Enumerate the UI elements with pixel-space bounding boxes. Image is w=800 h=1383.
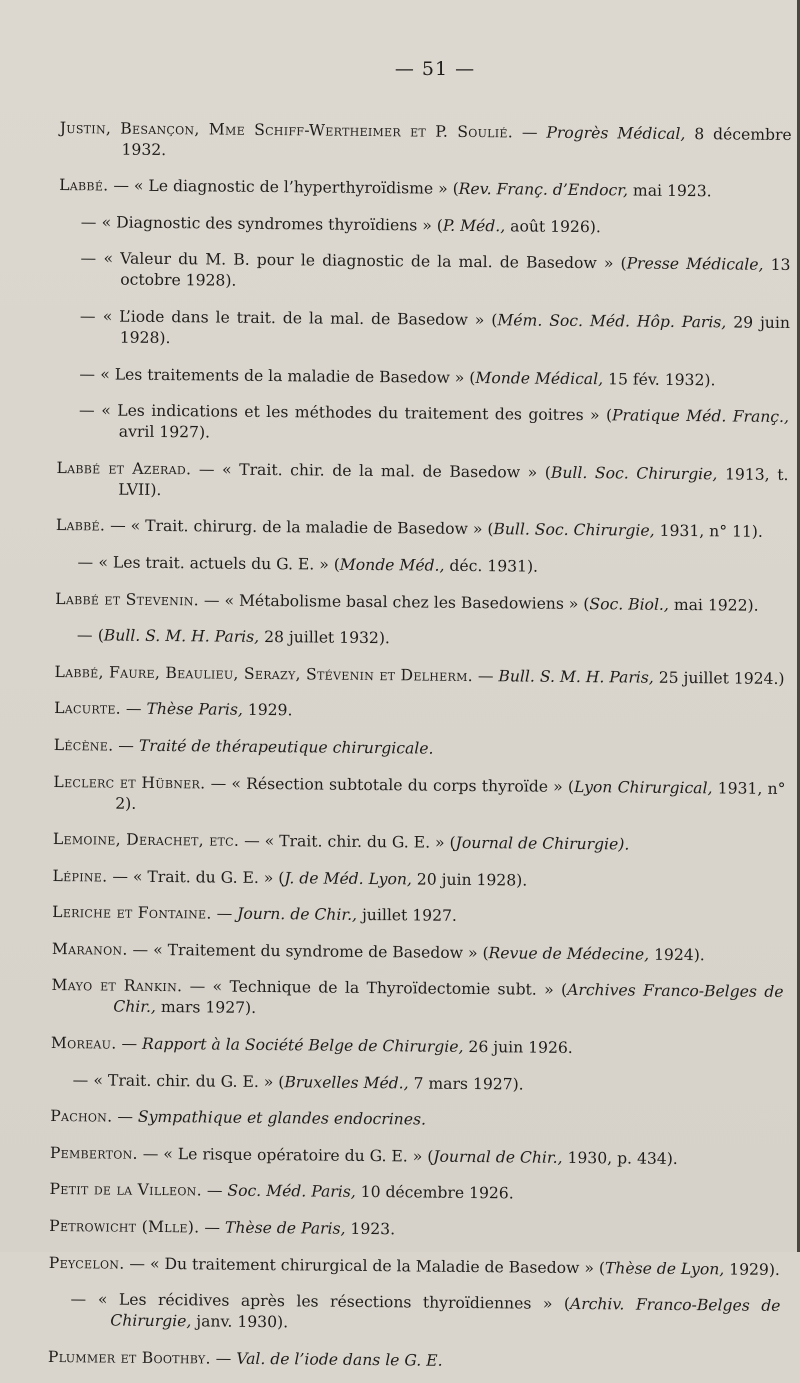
entry-details: 20 juin 1928).: [412, 870, 528, 889]
entry-source: Rev. Franç. d’Endocr,: [459, 180, 628, 200]
entry-details: janv. 1930).: [191, 1313, 288, 1332]
bibliography-entry: [48, 1347, 780, 1375]
entry-title: —: [513, 123, 547, 141]
entry-author: —: [81, 213, 97, 231]
entry-details: 1923.: [345, 1220, 395, 1238]
entry-source: Thèse de Lyon,: [605, 1259, 724, 1278]
entry-author: Labbé et Stevenin.: [55, 590, 199, 609]
entry-title: — « Technique de la Thyroïdectomie subt. » (: [182, 978, 567, 1000]
entry-details: 1913, t. LVII).: [118, 465, 788, 499]
entry-source: Thèse Paris,: [146, 700, 243, 719]
entry-details: 1931, n° 2).: [115, 779, 785, 812]
entry-author: Leclerc et Hübner.: [53, 772, 205, 791]
bibliography-entry: [51, 975, 783, 1024]
entry-author: Leriche et Fontaine.: [52, 903, 212, 923]
entry-title: —: [116, 1035, 142, 1053]
bibliography-entry: [52, 866, 784, 894]
entry-source: Thèse de Paris,: [225, 1219, 346, 1238]
entry-title: — « Résection subtotale du corps thyroïde » (: [205, 774, 574, 796]
bibliography-entry: [59, 212, 791, 240]
bibliography-entry: [59, 118, 791, 167]
entry-source: Sympathique et glandes endocrines.: [138, 1108, 426, 1129]
entry-author: Petrowicht (Mlle).: [49, 1217, 199, 1236]
entry-author: Labbé.: [56, 516, 105, 534]
bibliography-entry: [57, 400, 789, 449]
entry-details: 1931, n° 11).: [655, 522, 763, 541]
entry-source: Bull. Soc. Chirurgie,: [551, 463, 718, 483]
entry-title: « Les trait. actuels du G. E. » (: [93, 553, 340, 573]
entry-title: — « Traitement du syndrome de Basedow » (: [128, 941, 489, 962]
entry-details: 29 juin 1928).: [120, 313, 790, 347]
bibliography-entry: [54, 662, 786, 690]
entry-title: — « Le diagnostic de l’hyperthyroïdisme » (: [108, 177, 458, 198]
entry-author: Lacurte.: [54, 699, 121, 718]
entry-source: Lyon Chirurgical,: [574, 777, 713, 796]
entry-title: — « Trait. chirurg. de la maladie de Basedow » (: [105, 517, 493, 539]
entry-details: juillet 1927.: [357, 906, 457, 925]
entry-author: Lépine.: [52, 867, 107, 886]
bibliography-entry: [53, 829, 785, 857]
entry-author: —: [80, 307, 96, 325]
entry-title: — « Trait. chir. de la mal. de Basedow » (: [191, 460, 551, 481]
entry-source: Bull. S. M. H. Paris,: [104, 627, 259, 646]
entry-source: J. de Méd. Lyon,: [284, 869, 412, 888]
entry-title: « L’iode dans le trait. de la mal. de Basedow » (: [96, 307, 498, 329]
entry-title: —: [212, 905, 238, 923]
entry-details: 28 juillet 1932).: [259, 628, 390, 647]
entry-source: Bruxelles Méd.,: [284, 1073, 408, 1092]
entry-author: Lécène.: [54, 736, 114, 755]
entry-details: 1929).: [724, 1260, 780, 1279]
entry-author: —: [77, 553, 93, 571]
entry-details: 1930, p. 434).: [562, 1149, 677, 1168]
entry-title: « Valeur du M. B. pour le diagnostic de la mal. de Basedow » (: [96, 250, 626, 273]
entry-author: —: [80, 250, 96, 268]
entry-details: mars 1927).: [156, 998, 256, 1017]
entry-author: —: [70, 1290, 86, 1308]
entry-details: déc. 1931).: [444, 557, 538, 576]
entry-source: Soc. Méd. Paris,: [227, 1182, 355, 1201]
entry-title: —: [121, 700, 147, 718]
entry-author: Pemberton.: [50, 1144, 138, 1163]
entry-source: Traité de thérapeutique chirurgicale.: [139, 737, 434, 758]
bibliography-entry: [55, 589, 787, 617]
entry-author: Labbé et Azerad.: [56, 459, 191, 478]
bibliography-entry: [55, 552, 787, 580]
entry-title: — « Trait. chir. du G. E. » (: [239, 832, 456, 852]
entry-title: —: [473, 667, 499, 685]
entry-source: Archiv. Franco-Belges de Chirurgie,: [110, 1295, 780, 1330]
entry-details: mai 1923.: [628, 182, 712, 201]
bibliography-entry: [54, 698, 786, 726]
entry-details: avril 1927).: [119, 423, 210, 442]
entry-details: 13 octobre 1928).: [120, 256, 790, 290]
entry-source: Pratique Méd. Franç.,: [612, 406, 789, 426]
entry-source: Monde Médical,: [475, 369, 603, 388]
bibliography-entry: [51, 1033, 783, 1061]
entry-author: Moreau.: [51, 1034, 117, 1053]
entry-author: Plummer et Boothby.: [48, 1348, 211, 1368]
page-number: — 51 —: [0, 58, 800, 80]
entry-source: Journal de Chir.,: [433, 1147, 562, 1166]
entry-details: 10 décembre 1926.: [356, 1183, 514, 1203]
entry-author: Lemoine, Derachet, etc.: [53, 830, 239, 850]
entry-source: P. Méd.,: [443, 216, 506, 235]
entry-author: Petit de la Villeon.: [49, 1180, 202, 1199]
entry-details: mai 1922).: [669, 595, 759, 614]
entry-author: Pachon.: [50, 1107, 112, 1126]
entry-source: Presse Médicale,: [627, 255, 764, 274]
entry-title: — « Métabolisme basal chez les Basedowiens » (: [199, 591, 590, 613]
entry-title: —: [199, 1218, 225, 1236]
bibliography-entry: [50, 1106, 782, 1134]
entry-source: Soc. Biol.,: [589, 595, 669, 614]
entry-title: —: [112, 1108, 138, 1126]
entry-title: —: [113, 736, 139, 754]
entry-author: —: [77, 626, 93, 644]
entry-title: « Les récidives après les résections thyroïdiennes » (: [86, 1291, 570, 1314]
bibliography-entry: [58, 248, 790, 297]
bibliography-entry: [49, 1216, 781, 1244]
entry-title: « Diagnostic des syndromes thyroïdiens » (: [97, 213, 443, 234]
bibliography-entry: [48, 1289, 780, 1338]
entry-details: 25 juillet 1924.): [654, 668, 785, 687]
entry-source: Journal de Chirurgie).: [456, 834, 630, 854]
bibliography-entry: [53, 771, 785, 820]
bibliography-entry: [59, 175, 791, 203]
entry-title: « Trait. chir. du G. E. » (: [88, 1071, 284, 1091]
bibliography-entry: [52, 939, 784, 967]
entry-source: Revue de Médecine,: [488, 944, 649, 964]
entry-title: « Les traitements de la maladie de Basedow » (: [95, 365, 475, 387]
entry-details: 8 décembre 1932.: [121, 125, 791, 159]
entry-title: « Les indications et les méthodes du traitement des goitres » (: [95, 402, 612, 425]
entry-author: Labbé, Faure, Beaulieu, Serazy, Stévenin et Delherm.: [54, 663, 473, 685]
bibliography-entry: [58, 306, 790, 355]
bibliography-entry: [54, 735, 786, 763]
entry-details: 1929.: [243, 701, 293, 719]
bibliography-entry: [56, 458, 788, 507]
entry-source: Bull. Soc. Chirurgie,: [493, 521, 654, 541]
entry-title: — « Trait. du G. E. » (: [107, 867, 284, 887]
entry-source: Monde Méd.,: [340, 556, 445, 575]
entry-source: Progrès Médical,: [546, 123, 685, 142]
bibliography-entry: [50, 1143, 782, 1171]
entry-details: 26 juin 1926.: [463, 1038, 572, 1057]
entry-author: —: [73, 1071, 89, 1089]
entry-author: —: [79, 401, 95, 419]
entry-source: Mém. Soc. Méd. Hôp. Paris,: [497, 311, 726, 331]
bibliography-entry: [49, 1179, 781, 1207]
bibliography-entry: [49, 1253, 781, 1281]
bibliography-list: [48, 102, 792, 1383]
entry-details: 1924).: [649, 946, 705, 965]
entry-source: Journ. de Chir.,: [237, 905, 357, 924]
entry-author: Labbé.: [59, 176, 108, 194]
entry-details: août 1926).: [505, 217, 601, 236]
entry-title: — « Le risque opératoire du G. E. » (: [138, 1145, 434, 1166]
bibliography-entry: [51, 1070, 783, 1098]
entry-author: Maranon.: [52, 940, 128, 959]
bibliography-entry: [52, 902, 784, 930]
entry-title: —: [211, 1349, 237, 1367]
entry-details: 15 fév. 1932).: [603, 370, 716, 389]
entry-author: Peycelon.: [49, 1254, 125, 1273]
entry-title: (: [93, 626, 104, 644]
entry-title: —: [202, 1182, 228, 1200]
entry-author: Justin, Besançon, Mme Schiff-Wertheimer et P. Soulié.: [60, 119, 513, 141]
entry-source: Val. de l’iode dans le G. E.: [236, 1350, 442, 1370]
entry-details: 7 mars 1927).: [409, 1074, 524, 1093]
bibliography-entry: [57, 364, 789, 392]
entry-source: Bull. S. M. H. Paris,: [498, 667, 653, 686]
entry-source: Rapport à la Société Belge de Chirurgie,: [142, 1035, 464, 1056]
bibliography-entry: [55, 625, 787, 653]
entry-title: — « Du traitement chirurgical de la Maladie de Basedow » (: [124, 1254, 605, 1277]
entry-author: —: [79, 365, 95, 383]
entry-source: Archives Franco-Belges de Chir.,: [113, 981, 783, 1016]
entry-author: Mayo et Rankin.: [51, 976, 182, 995]
bibliography-entry: [56, 515, 788, 543]
